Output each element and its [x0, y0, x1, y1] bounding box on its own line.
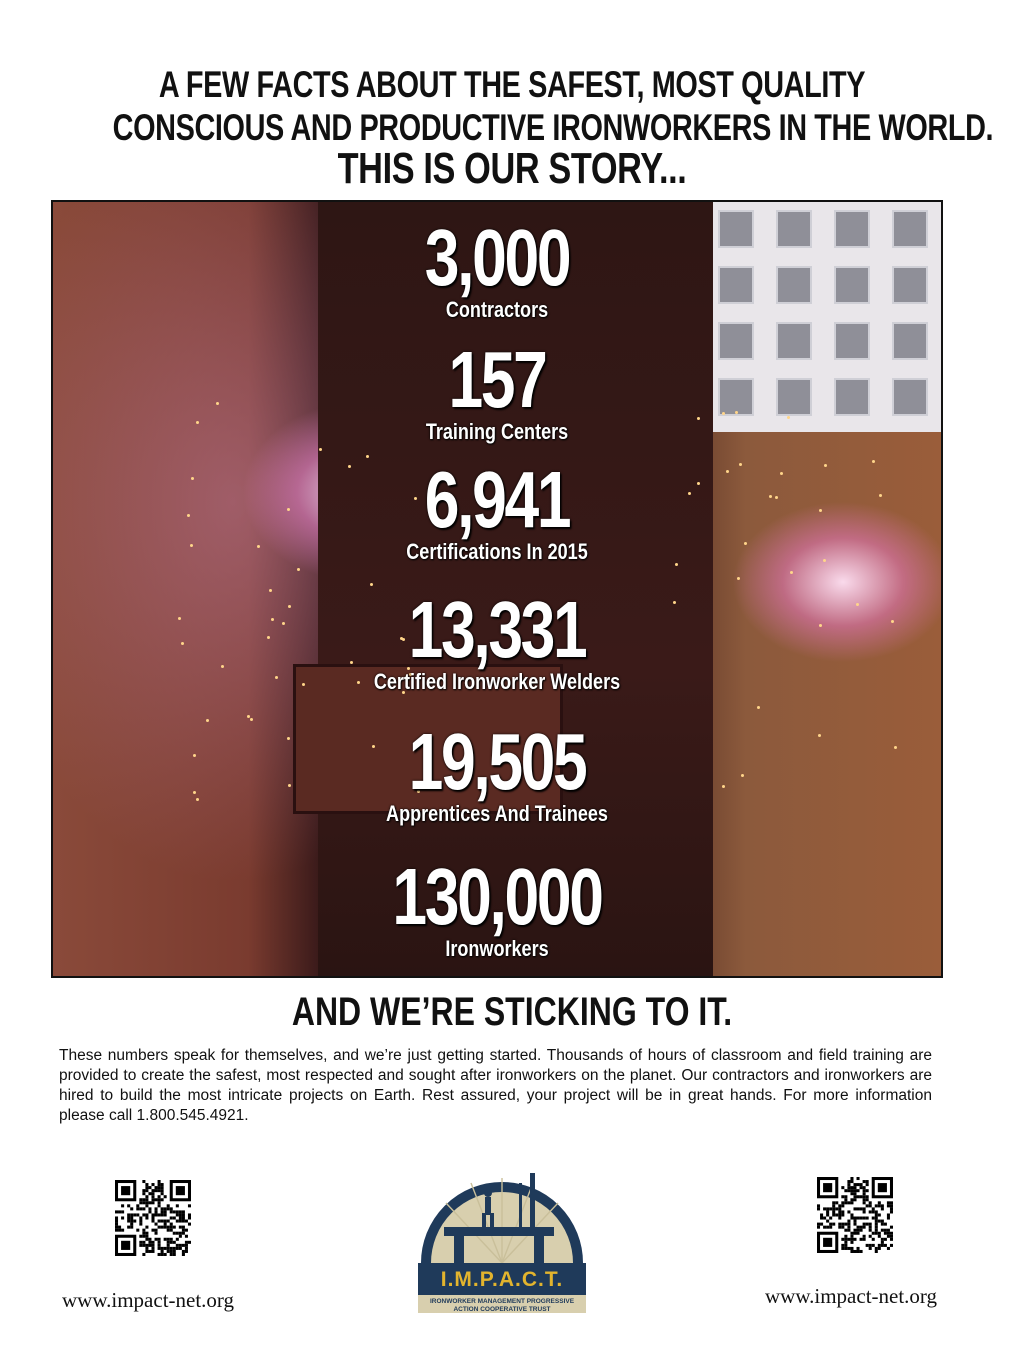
body-paragraph: These numbers speak for themselves, and we’re just getting started. Thousands of hours of classroom and field training are provided to create the safest, most respected and sought after ironworkers on the planet. Our contractors and ironworkers are hired to build the most intricate projects on Earth. Rest assured, your project will be in great hands. For more information please call 1.800.545.4921.	[59, 1047, 932, 1124]
spark	[297, 568, 300, 571]
spark	[366, 455, 369, 458]
stat-label: Training Centers	[425, 419, 569, 444]
spark	[370, 583, 373, 586]
stat-label: Certified Ironworker Welders	[373, 669, 621, 694]
stat-number: 19,505	[408, 717, 586, 806]
stat-contractors	[53, 213, 941, 322]
stat-number: 6,941	[424, 455, 570, 544]
headline-line-1: A FEW FACTS ABOUT THE SAFEST, MOST QUALITY	[158, 64, 866, 105]
spark	[319, 448, 322, 451]
qr-code-icon[interactable]	[817, 1177, 893, 1253]
stat-number: 13,331	[408, 585, 586, 674]
stat-label: Ironworkers	[445, 936, 549, 961]
stat-label: Certifications In 2015	[406, 539, 588, 564]
stat-label: Apprentices And Trainees	[386, 801, 608, 826]
logo-subtitle-2: ACTION COOPERATIVE TRUST	[453, 1306, 551, 1313]
stat-number: 157	[448, 335, 546, 424]
headline-line-2: CONSCIOUS AND PRODUCTIVE IRONWORKERS IN THE WORLD.	[112, 107, 994, 148]
logo-name: I.M.P.A.C.T.	[440, 1268, 564, 1291]
welders-photo	[51, 200, 943, 978]
spark	[790, 571, 793, 574]
spark	[250, 718, 253, 721]
stat-certified-welders	[53, 585, 941, 694]
stat-number: 3,000	[424, 213, 570, 302]
spark	[757, 706, 760, 709]
stat-apprentices	[53, 717, 941, 826]
logo-subtitle-1: IRONWORKER MANAGEMENT PROGRESSIVE	[429, 1298, 575, 1305]
headline-line-3: THIS IS OUR STORY...	[337, 144, 687, 193]
stat-ironworkers	[53, 852, 941, 961]
tagline: AND WE’RE STICKING TO IT.	[291, 990, 733, 1034]
qr-code-icon[interactable]	[115, 1180, 191, 1256]
stat-training-centers	[53, 335, 941, 444]
stat-certifications	[53, 455, 941, 564]
impact-logo	[416, 1143, 588, 1315]
spark	[737, 577, 740, 580]
website-link-right[interactable]: www.impact-net.org	[765, 1284, 938, 1308]
stat-label: Contractors	[445, 297, 549, 322]
spark	[247, 715, 250, 718]
website-link-left[interactable]: www.impact-net.org	[62, 1288, 235, 1312]
stat-number: 130,000	[392, 852, 602, 941]
